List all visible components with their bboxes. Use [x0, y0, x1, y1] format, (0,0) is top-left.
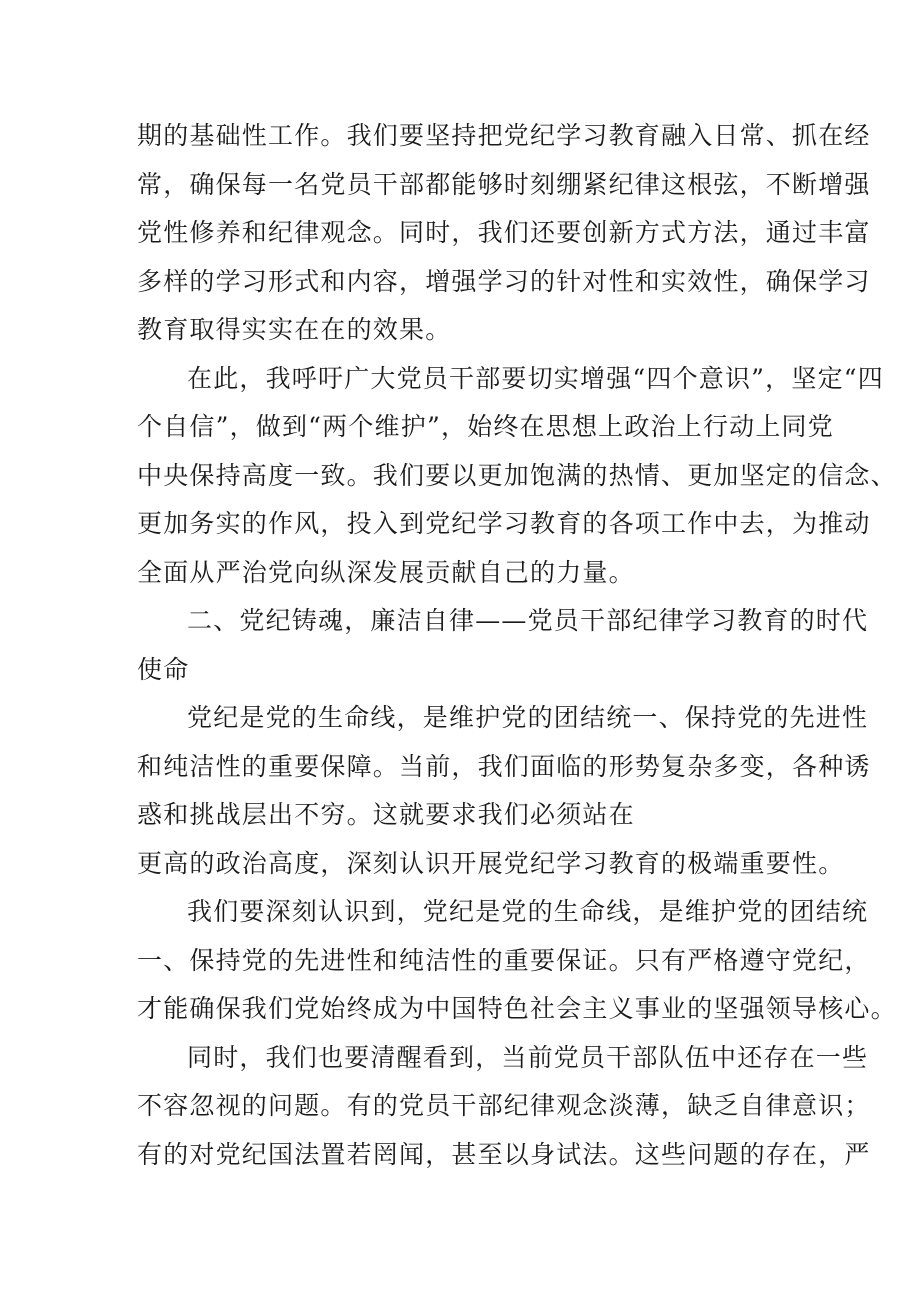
text-line: 不容忽视的问题。有的党员干部纪律观念淡薄，缺乏自律意识；	[137, 1091, 871, 1120]
text-line: 期的基础性工作。我们要坚持把党纪学习教育融入日常、抓在经	[137, 121, 871, 150]
paragraph	[137, 888, 897, 1034]
heading-line: 二、党纪铸魂，廉洁自律——党员干部纪律学习教育的时代	[187, 606, 869, 635]
text-line: 教育取得实实在在的效果。	[137, 315, 452, 344]
text-line: 一、保持党的先进性和纯洁性的重要保证。只有严格遵守党纪，	[137, 945, 871, 975]
text-line: 中央保持高度一致。我们要以更加饱满的热情、更加坚定的信念、	[137, 460, 897, 490]
text-line: 有的对党纪国法置若罔闻，甚至以身试法。这些问题的存在，严	[137, 1139, 871, 1169]
text-line: 在此，我呼吁广大党员干部要切实增强“四个意识”，坚定“四	[187, 363, 884, 393]
text-line: 我们要深刻认识到，党纪是党的生命线，是维护党的团结统	[187, 897, 869, 926]
text-line: 常，确保每一名党员干部都能够时刻绷紧纪律这根弦，不断增强	[137, 169, 871, 199]
section-heading	[137, 597, 869, 694]
paragraph	[137, 112, 871, 355]
text-line: 才能确保我们党始终成为中国特色社会主义事业的坚强领导核心。	[137, 994, 897, 1023]
text-line: 多样的学习形式和内容，增强学习的针对性和实效性，确保学习	[137, 266, 871, 296]
heading-line: 使命	[137, 654, 190, 684]
paragraph	[137, 355, 897, 598]
text-line: 党性修养和纪律观念。同时，我们还要创新方式方法，通过丰富	[137, 218, 871, 247]
text-line: 党纪是党的生命线，是维护党的团结统一、保持党的先进性	[187, 703, 869, 732]
text-line: 和纯洁性的重要保障。当前，我们面临的形势复杂多变，各种诱	[137, 751, 871, 781]
paragraph	[137, 1034, 871, 1180]
document-body	[137, 112, 897, 1179]
paragraph	[137, 694, 871, 888]
text-line: 全面从严治党向纵深发展贡献自己的力量。	[137, 557, 635, 587]
text-line: 同时，我们也要清醒看到，当前党员干部队伍中还存在一些	[187, 1042, 869, 1072]
text-line: 个自信”，做到“两个维护”，始终在思想上政治上行动上同党	[137, 412, 834, 441]
text-line: 更加务实的作风，投入到党纪学习教育的各项工作中去，为推动	[137, 509, 871, 538]
text-line: 更高的政治高度，深刻认识开展党纪学习教育的极端重要性。	[137, 848, 845, 878]
text-line: 惑和挑战层出不穷。这就要求我们必须站在	[137, 800, 635, 829]
